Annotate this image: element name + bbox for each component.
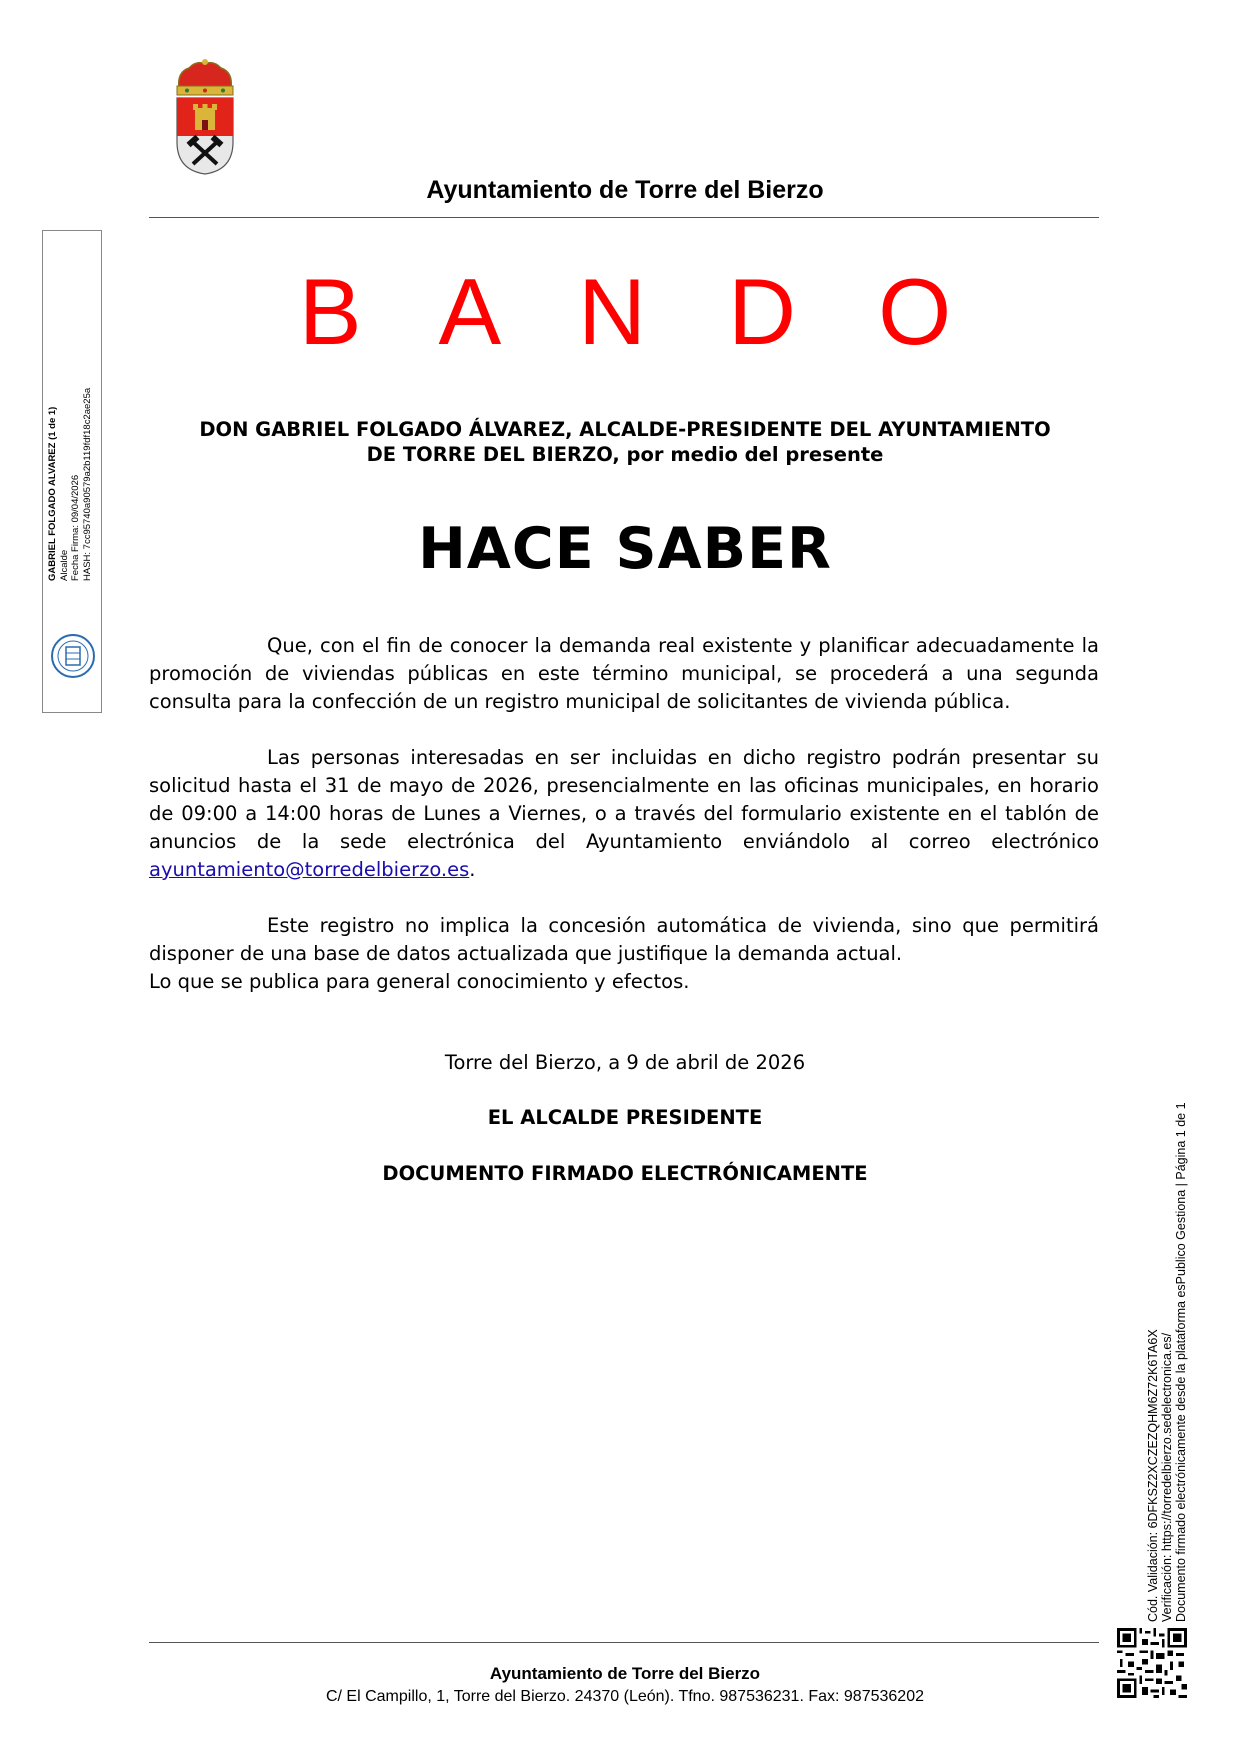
signed-note: DOCUMENTO FIRMADO ELECTRÓNICAMENTE [382, 1162, 868, 1185]
paragraph-2 [149, 744, 1099, 884]
email-link[interactable]: ayuntamiento@torredelbierzo.es [149, 858, 470, 881]
validation-info [1146, 1102, 1188, 1622]
header-title: Ayuntamiento de Torre del Bierzo [426, 176, 824, 204]
footer-address: C/ El Campillo, 1, Torre del Bierzo. 24370 (León). Tfno. 987536231. Fax: 987536202 [325, 1688, 924, 1705]
signature-role: Alcalde [58, 549, 70, 581]
intro-line-2: DE TORRE DEL BIERZO, por medio del presente [366, 443, 884, 466]
closing-line: Lo que se publica para general conocimiento y efectos. [149, 970, 690, 993]
paragraph-2-end: . [469, 858, 476, 881]
signature-name: GABRIEL FOLGADO ALVAREZ (1 de 1) [47, 406, 58, 581]
intro-block [150, 417, 1100, 467]
signature-text [47, 388, 93, 581]
document-body [149, 632, 1099, 996]
qr-code-icon [1117, 1628, 1187, 1698]
place-date: Torre del Bierzo, a 9 de abril de 2026 [444, 1051, 806, 1074]
header-divider [149, 217, 1099, 218]
paragraph-3: Este registro no implica la concesión automática de vivienda, sino que permitirá disponer de una base de datos actualizada que justifique la demanda actual. [149, 914, 1099, 965]
official-seal-icon [50, 633, 96, 679]
signature-hash: HASH: 7cc95740a90579a2b119fdf18c2ae25a [81, 387, 93, 581]
coat-of-arms-icon [173, 58, 237, 176]
footer-divider [149, 1642, 1099, 1643]
document-title: B A N D O [298, 259, 980, 364]
signer-title: EL ALCALDE PRESIDENTE [487, 1106, 763, 1129]
signature-stamp [42, 230, 102, 713]
validation-code: Cód. Validación: 6DFKSZ2XCZEZQHM6Z72K6TA6X [1146, 1329, 1160, 1622]
validation-note: Documento firmado electrónicamente desde la plataforma esPublico Gestiona | Página 1 de 1 [1174, 1102, 1188, 1622]
document-heading: HACE SABER [418, 516, 832, 582]
validation-url: Verificación: https://torredelbierzo.sedelectronica.es/ [1160, 1332, 1174, 1622]
paragraph-1: Que, con el fin de conocer la demanda real existente y planificar adecuadamente la promoción de viviendas públicas en este término municipal, se procederá a una segunda consulta para la confección de un registro municipal de solicitantes de vivienda pública. [149, 634, 1099, 713]
footer-title: Ayuntamiento de Torre del Bierzo [489, 1664, 761, 1683]
signature-date: Fecha Firma: 09/04/2026 [70, 474, 81, 581]
paragraph-2-text: Las personas interesadas en ser incluidas en dicho registro podrán presentar su solicitud hasta el 31 de mayo de 2026, presencialmente en las oficinas municipales, en horario de 09:00 a 14:00 horas de Lunes a Viernes, o a través del formulario existente en el tablón de anuncios de la sede electrónica del Ayuntamiento enviándolo al correo electrónico [149, 746, 1099, 853]
intro-line-1: DON GABRIEL FOLGADO ÁLVAREZ, ALCALDE-PRESIDENTE DEL AYUNTAMIENTO [199, 418, 1051, 441]
